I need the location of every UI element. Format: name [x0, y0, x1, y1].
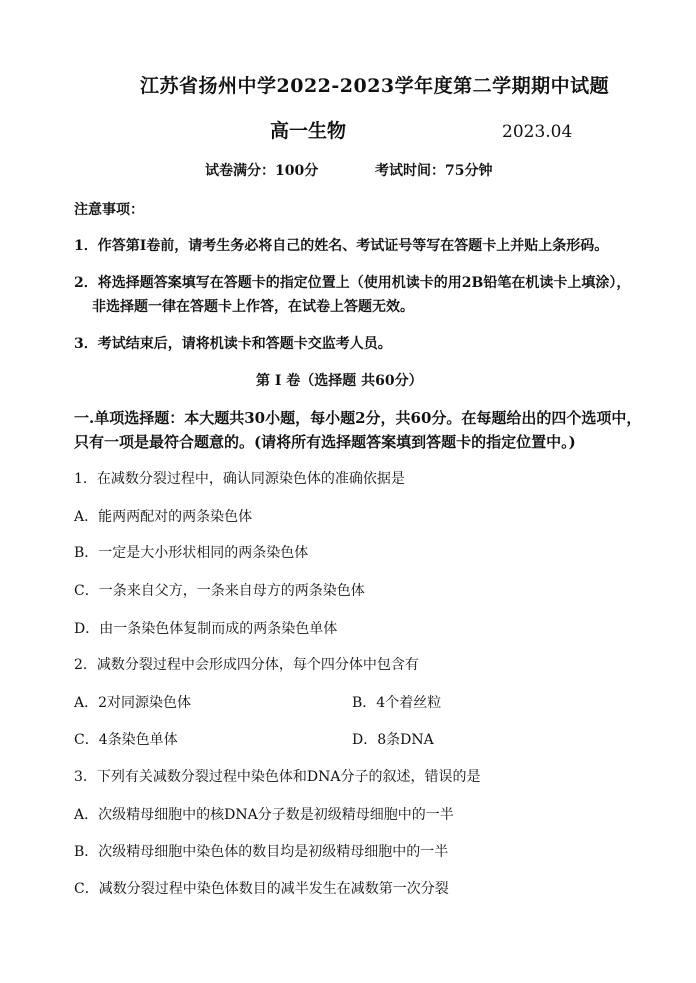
subject-title: 高一生物 — [270, 120, 347, 142]
notice-item-2-cont: 非选择题一律在答题卡上作答，在试卷上答题无效。 — [92, 299, 414, 315]
section-instruction-1: 一.单项选择题：本大题共30小题，每小题2分，共60分。在每题给出的四个选项中， — [74, 409, 642, 427]
question-2-stem: 2．减数分裂过程中会形成四分体，每个四分体中包含有 — [74, 657, 419, 673]
question-2-option-a: A．2对同源染色体 — [74, 695, 192, 711]
question-3-option-a: A．次级精母细胞中的核DNA分子数是初级精母细胞中的一半 — [74, 807, 454, 823]
notice-item-1: 1．作答第Ⅰ卷前，请考生务必将自己的姓名、考试证号等写在答题卡上并贴上条形码。 — [74, 238, 609, 254]
notice-item-2: 2．将选择题答案填写在答题卡的指定位置上（使用机读卡的用2B铅笔在机读卡上填涂）， — [74, 275, 631, 291]
exam-date: 2023.04 — [502, 122, 573, 142]
question-1-stem: 1．在减数分裂过程中，确认同源染色体的准确依据是 — [74, 471, 405, 487]
section-title: 第 Ⅰ 卷（选择题 共60分） — [256, 373, 423, 389]
notice-item-3: 3．考试结束后，请将机读卡和答题卡交监考人员。 — [74, 336, 392, 352]
question-3-option-b: B．次级精母细胞中染色体的数目均是初级精母细胞中的一半 — [74, 844, 449, 860]
exam-title: 江苏省扬州中学2022-2023学年度第二学期期中试题 — [140, 75, 610, 97]
question-1-option-a: A．能两两配对的两条染色体 — [74, 509, 253, 525]
question-2-option-c: C．4条染色单体 — [74, 732, 178, 748]
question-2-option-d: D．8条DNA — [352, 732, 434, 748]
full-score: 试卷满分：100分 — [205, 163, 319, 179]
question-1-option-c: C．一条来自父方，一条来自母方的两条染色体 — [74, 583, 365, 599]
section-instruction-2: 只有一项是最符合题意的。(请将所有选择题答案填到答题卡的指定位置中。) — [74, 433, 576, 451]
question-3-option-c: C．减数分裂过程中染色体数目的减半发生在减数第一次分裂 — [74, 881, 449, 897]
question-2-option-b: B．4个着丝粒 — [352, 695, 442, 711]
exam-time: 考试时间：75分钟 — [375, 163, 493, 179]
question-1-option-d: D．由一条染色体复制而成的两条染色单体 — [74, 621, 338, 637]
notice-heading: 注意事项： — [74, 202, 144, 218]
question-1-option-b: B．一定是大小形状相同的两条染色体 — [74, 545, 309, 561]
question-3-stem: 3．下列有关减数分裂过程中染色体和DNA分子的叙述，错误的是 — [74, 769, 481, 785]
